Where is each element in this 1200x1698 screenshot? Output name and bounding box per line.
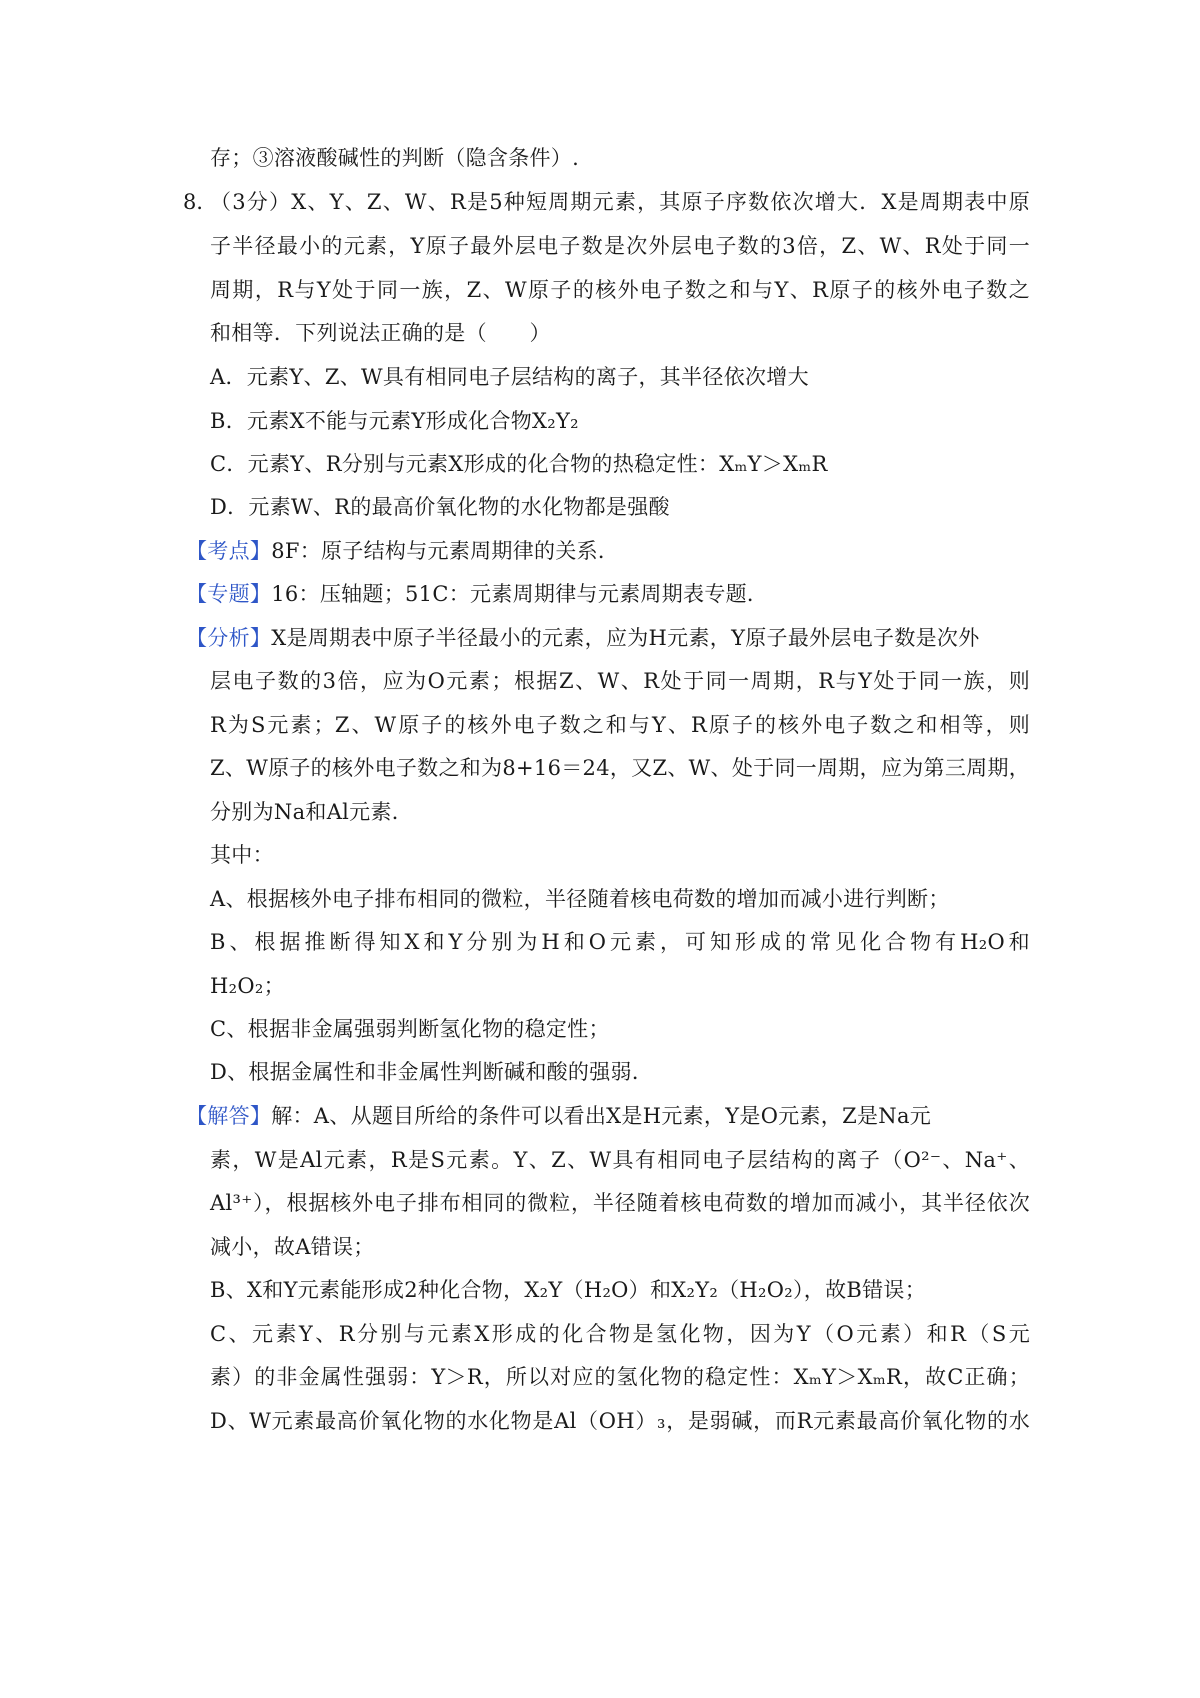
kaodian-line xyxy=(186,536,1006,566)
analysis-line: D、根据金属性和非金属性判断碱和酸的强弱． xyxy=(210,1060,654,1084)
fenxi-text: X是周期表中原子半径最小的元素，应为H元素，Y原子最外层电子数是次外 xyxy=(271,626,980,650)
analysis-line: Z、W原子的核外电子数之和为8+16＝24，又Z、W、处于同一周期，应为第三周期， xyxy=(210,756,1031,780)
answer-line: D、W元素最高价氧化物的水化物是Al（OH）₃，是弱碱，而R元素最高价氧化物的水 xyxy=(210,1409,1030,1433)
kaodian-tag: 【考点】 xyxy=(186,539,272,563)
zhuanti-text: 16：压轴题；51C：元素周期律与元素周期表专题． xyxy=(271,582,769,606)
analysis-line: A、根据核外电子排布相同的微粒，半径随着核电荷数的增加而减小进行判断； xyxy=(210,887,950,911)
jieda-text: 解：A、从题目所给的条件可以看出X是H元素，Y是O元素，Z是Na元 xyxy=(271,1104,932,1128)
option-a: A．元素Y、Z、W具有相同电子层结构的离子，其半径依次增大 xyxy=(210,365,809,389)
analysis-line: 层电子数的3倍，应为O元素；根据Z、W、R处于同一周期，R与Y处于同一族，则 xyxy=(210,669,1030,693)
option-d: D．元素W、R的最高价氧化物的水化物都是强酸 xyxy=(210,495,670,519)
fenxi-tag: 【分析】 xyxy=(186,626,272,650)
question-stem-line: 周期，R与Y处于同一族，Z、W原子的核外电子数之和与Y、R原子的核外电子数之 xyxy=(210,278,1030,302)
question-number: 8． xyxy=(183,190,218,214)
answer-line: 素）的非金属性强弱：Y＞R，所以对应的氢化物的稳定性：XₘY＞XₘR，故C正确； xyxy=(210,1365,1030,1389)
answer-line: C、元素Y、R分别与元素X形成的化合物是氢化物，因为Y（O元素）和R（S元 xyxy=(210,1322,1030,1346)
fenxi-line xyxy=(186,623,1030,653)
analysis-line: 其中： xyxy=(210,843,274,867)
option-c: C．元素Y、R分别与元素X形成的化合物的热稳定性：XₘY＞XₘR xyxy=(210,452,828,476)
zhuanti-line xyxy=(186,579,1006,609)
analysis-line: H₂O₂； xyxy=(210,974,285,998)
question-stem-line: 子半径最小的元素，Y原子最外层电子数是次外层电子数的3倍，Z、W、R处于同一 xyxy=(210,234,1030,258)
analysis-line: C、根据非金属强弱判断氢化物的稳定性； xyxy=(210,1017,610,1041)
answer-line: 素，W是Al元素，R是S元素。Y、Z、W具有相同电子层结构的离子（O²⁻、Na⁺、 xyxy=(210,1148,1030,1172)
kaodian-text: 8F：原子结构与元素周期律的关系． xyxy=(271,539,620,563)
answer-line: 减小，故A错误； xyxy=(210,1235,375,1259)
jieda-line xyxy=(186,1101,1030,1131)
zhuanti-tag: 【专题】 xyxy=(186,582,272,606)
option-b: B．元素X不能与元素Y形成化合物X₂Y₂ xyxy=(210,409,579,433)
text-line: 存；③溶液酸碱性的判断（隐含条件）. xyxy=(210,146,580,170)
analysis-line: R为S元素；Z、W原子的核外电子数之和与Y、R原子的核外电子数之和相等，则 xyxy=(210,713,1030,737)
answer-line: Al³⁺），根据核外电子排布相同的微粒，半径随着核电荷数的增加而减小，其半径依次 xyxy=(210,1191,1030,1215)
question-stem-line: 和相等．下列说法正确的是（ ） xyxy=(210,321,551,345)
question-stem-line: （3分）X、Y、Z、W、R是5种短周期元素，其原子序数依次增大．X是周期表中原 xyxy=(210,190,1030,214)
analysis-line: B、根据推断得知X和Y分别为H和O元素，可知形成的常见化合物有H₂O和 xyxy=(210,930,1030,954)
answer-line: B、X和Y元素能形成2种化合物，X₂Y（H₂O）和X₂Y₂（H₂O₂），故B错误； xyxy=(210,1278,927,1302)
analysis-line: 分别为Na和Al元素． xyxy=(210,800,414,824)
jieda-tag: 【解答】 xyxy=(186,1104,272,1128)
